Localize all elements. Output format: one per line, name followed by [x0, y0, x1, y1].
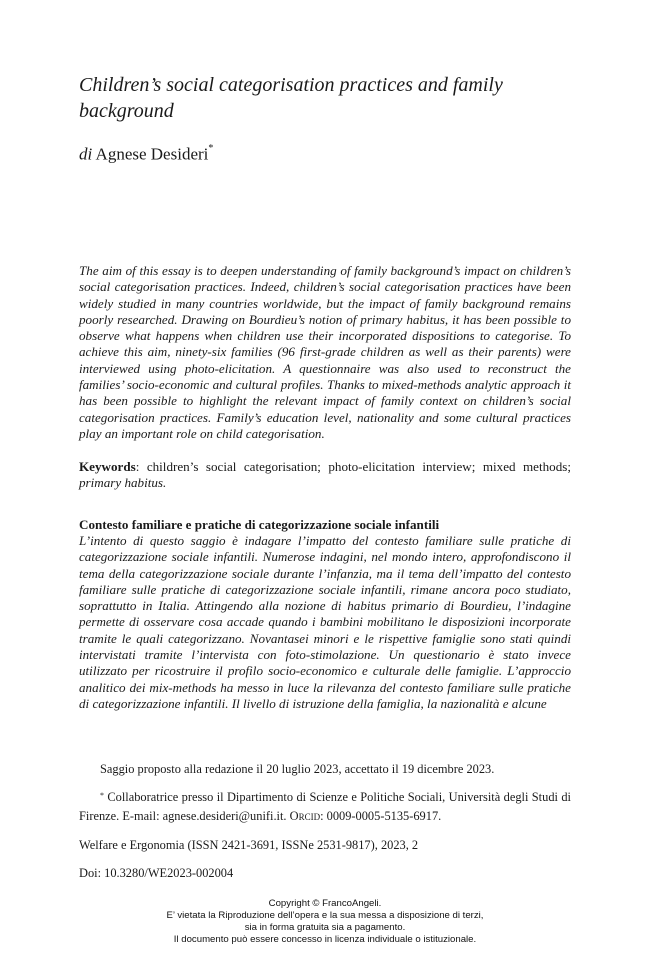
italian-heading: Contesto familiare e pratiche di categorizzazione sociale infantili: [79, 517, 440, 532]
journal-citation: Welfare e Ergonomia (ISSN 2421-3691, ISSNe 2531-9817), 2023, 2: [79, 838, 419, 852]
abstract-english: The aim of this essay is to deepen understanding of family background’s impact on children’s social categorisation practices. Indeed, children’s social categorisation practices have been widely studied in many countries worldwide, but the impact of family background remains poorly researched. Drawing on Bourdieu’s notion of primary habitus, it has been possible to observe what happens when children use their incorporated dispositions to categorise. To achieve this aim, ninety-six families (96 first-grade children as well as their parents) were interviewed using photo-elicitation. A questionnaire was also used to reconstruct the families’ socio-economic and cultural profiles. Thanks to mixed-methods analytic approach it has been possible to highlight the relevant impact of family context on children’s social categorisation practices. Family’s education level, nationality and some cultural practices play an important role on child categorisation.: [79, 263, 571, 441]
copyright-line: E’ vietata la Riproduzione dell’opera e la sua messa a disposizione di terzi,: [166, 910, 484, 921]
author-name: Agnese Desideri: [95, 144, 209, 164]
submission-dates: Saggio proposto alla redazione il 20 luglio 2023, accettato il 19 dicembre 2023.: [100, 762, 495, 776]
keywords-label: Keywords: [79, 459, 136, 474]
orcid-value: : 0009-0005-5135-6917.: [320, 808, 442, 823]
author-line: [79, 140, 213, 166]
author-footnote-mark: *: [208, 143, 214, 154]
keywords-text: : children’s social categorisation; photo-elicitation interview; mixed methods;: [135, 459, 571, 474]
copyright-line: sia in forma gratuita sia a pagamento.: [244, 922, 406, 933]
doi: Doi: 10.3280/WE2023-002004: [79, 866, 234, 880]
orcid-label: Orcid: [289, 808, 321, 823]
abstract-italian: L’intento di questo saggio è indagare l’impatto del contesto familiare sulle pratiche di categorizzazione sociale infantili. Numerose indagini, nel mondo intero, approfondiscono il tema della categorizzazione sociale durante l’infanzia, ma il tema dell’impatto del contesto familiare sulle pratiche di categorizzazione sociale infantili, rimane ancora poco studiato, soprattutto in Italia. Attingendo alla nozione di habitus primario di Bourdieu, l’indagine permette di osservare cosa accade quando i bambini mobilitano le disposizioni incorporate tramite le quali categorizzano. Novantasei minori e le rispettive famiglie sono stati quindi intervistati tramite l’intervista con foto-stimolazione. Un questionario è stato invece utilizzato per ricostruire il profilo socio-economico e culturale delle famiglie. L’approccio analitico dei mix-methods ha messo in luce la rilevanza del contesto familiare sulle pratiche di categorizzazione infantili. Il livello di istruzione della famiglia, la nazionalità e alcune: [79, 533, 571, 711]
article-title: Children’s social categorisation practices and family background: [79, 74, 503, 122]
copyright-line: Il documento può essere concesso in licenza individuale o istituzionale.: [173, 934, 477, 945]
affiliation-text: Collaboratrice presso il Dipartimento di Scienze e Politiche Sociali, Università degli Studi di Firenze. E-mail: agnese.desideri@unifi.it.: [79, 790, 571, 823]
keywords-italic: primary habitus.: [79, 475, 167, 491]
author-affiliation: [79, 789, 571, 824]
affiliation-mark: *: [100, 791, 104, 800]
keywords: [79, 459, 571, 492]
author-prefix: di: [79, 144, 93, 164]
copyright-line: Copyright © FrancoAngeli.: [268, 898, 382, 909]
copyright-notice: [0, 898, 650, 946]
